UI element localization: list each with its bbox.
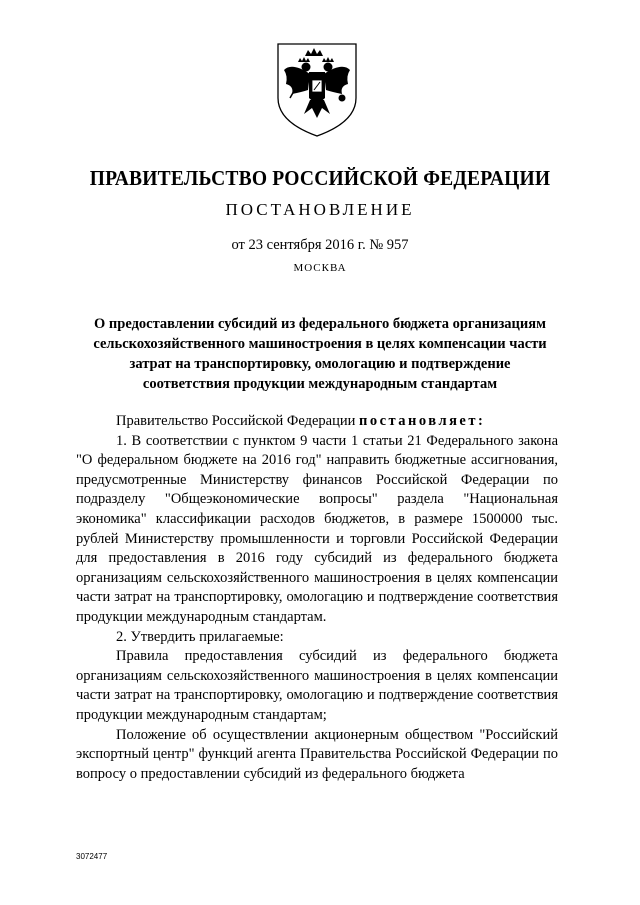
document-heading [60,314,580,394]
heading-line: затрат на транспортировку, омологацию и подтверждение [129,356,511,372]
body-paragraph: Правила предоставления субсидий из федерального бюджета организациям сельскохозяйственного машиностроения в целях компенсации части затрат на транспортировку, омологацию и подтверждение соответствия продукции международным стандартам; [76,648,558,723]
document-code: 3072477 [76,852,108,861]
body-paragraph: Положение об осуществлении акционерным обществом "Российский экспортный центр" функций агента Правительства Российской Федерации по вопросу о предоставлении субсидий из федерального бюджета [76,726,558,782]
heading-line: О предоставлении субсидий из федерального бюджета организациям [94,316,546,332]
heading-line: сельскохозяйственного машиностроения в целях компенсации части [93,336,547,352]
document-city: МОСКВА [293,262,347,274]
government-title: ПРАВИТЕЛЬСТВО РОССИЙСКОЙ ФЕДЕРАЦИИ [89,166,551,190]
document-date-number: от 23 сентября 2016 г. № 957 [231,237,409,253]
body-paragraph: 2. Утвердить прилагаемые: [116,628,284,645]
document-type: ПОСТАНОВЛЕНИЕ [225,200,415,219]
heading-line: соответствия продукции международным стандартам [142,376,498,392]
body-paragraph: 1. В соответствии с пунктом 9 части 1 статьи 21 Федерального закона "О федеральном бюджете на 2016 год" направить бюджетные ассигнования, предусмотренные Министерству финансов Российской Федерации по подразделу "Общеэкономические вопросы" раздела "Национальная экономика" классификации расходов бюджетов, в размере 1500000 тыс. рублей Министерству промышленности и торговли Российской Федерации для предоставления в 2016 году субсидий из федерального бюджета организациям сельскохозяйственного машиностроения в целях компенсации части затрат на транспортировку, омологацию и подтверждение соответствия продукции международным стандартам. [76,432,558,625]
intro-keyword: постановляет: [358,413,486,429]
russian-coat-of-arms-icon [272,40,362,140]
document-body [76,412,558,784]
intro-paragraph [76,412,558,432]
intro-text: Правительство Российской Федерации [116,413,359,429]
